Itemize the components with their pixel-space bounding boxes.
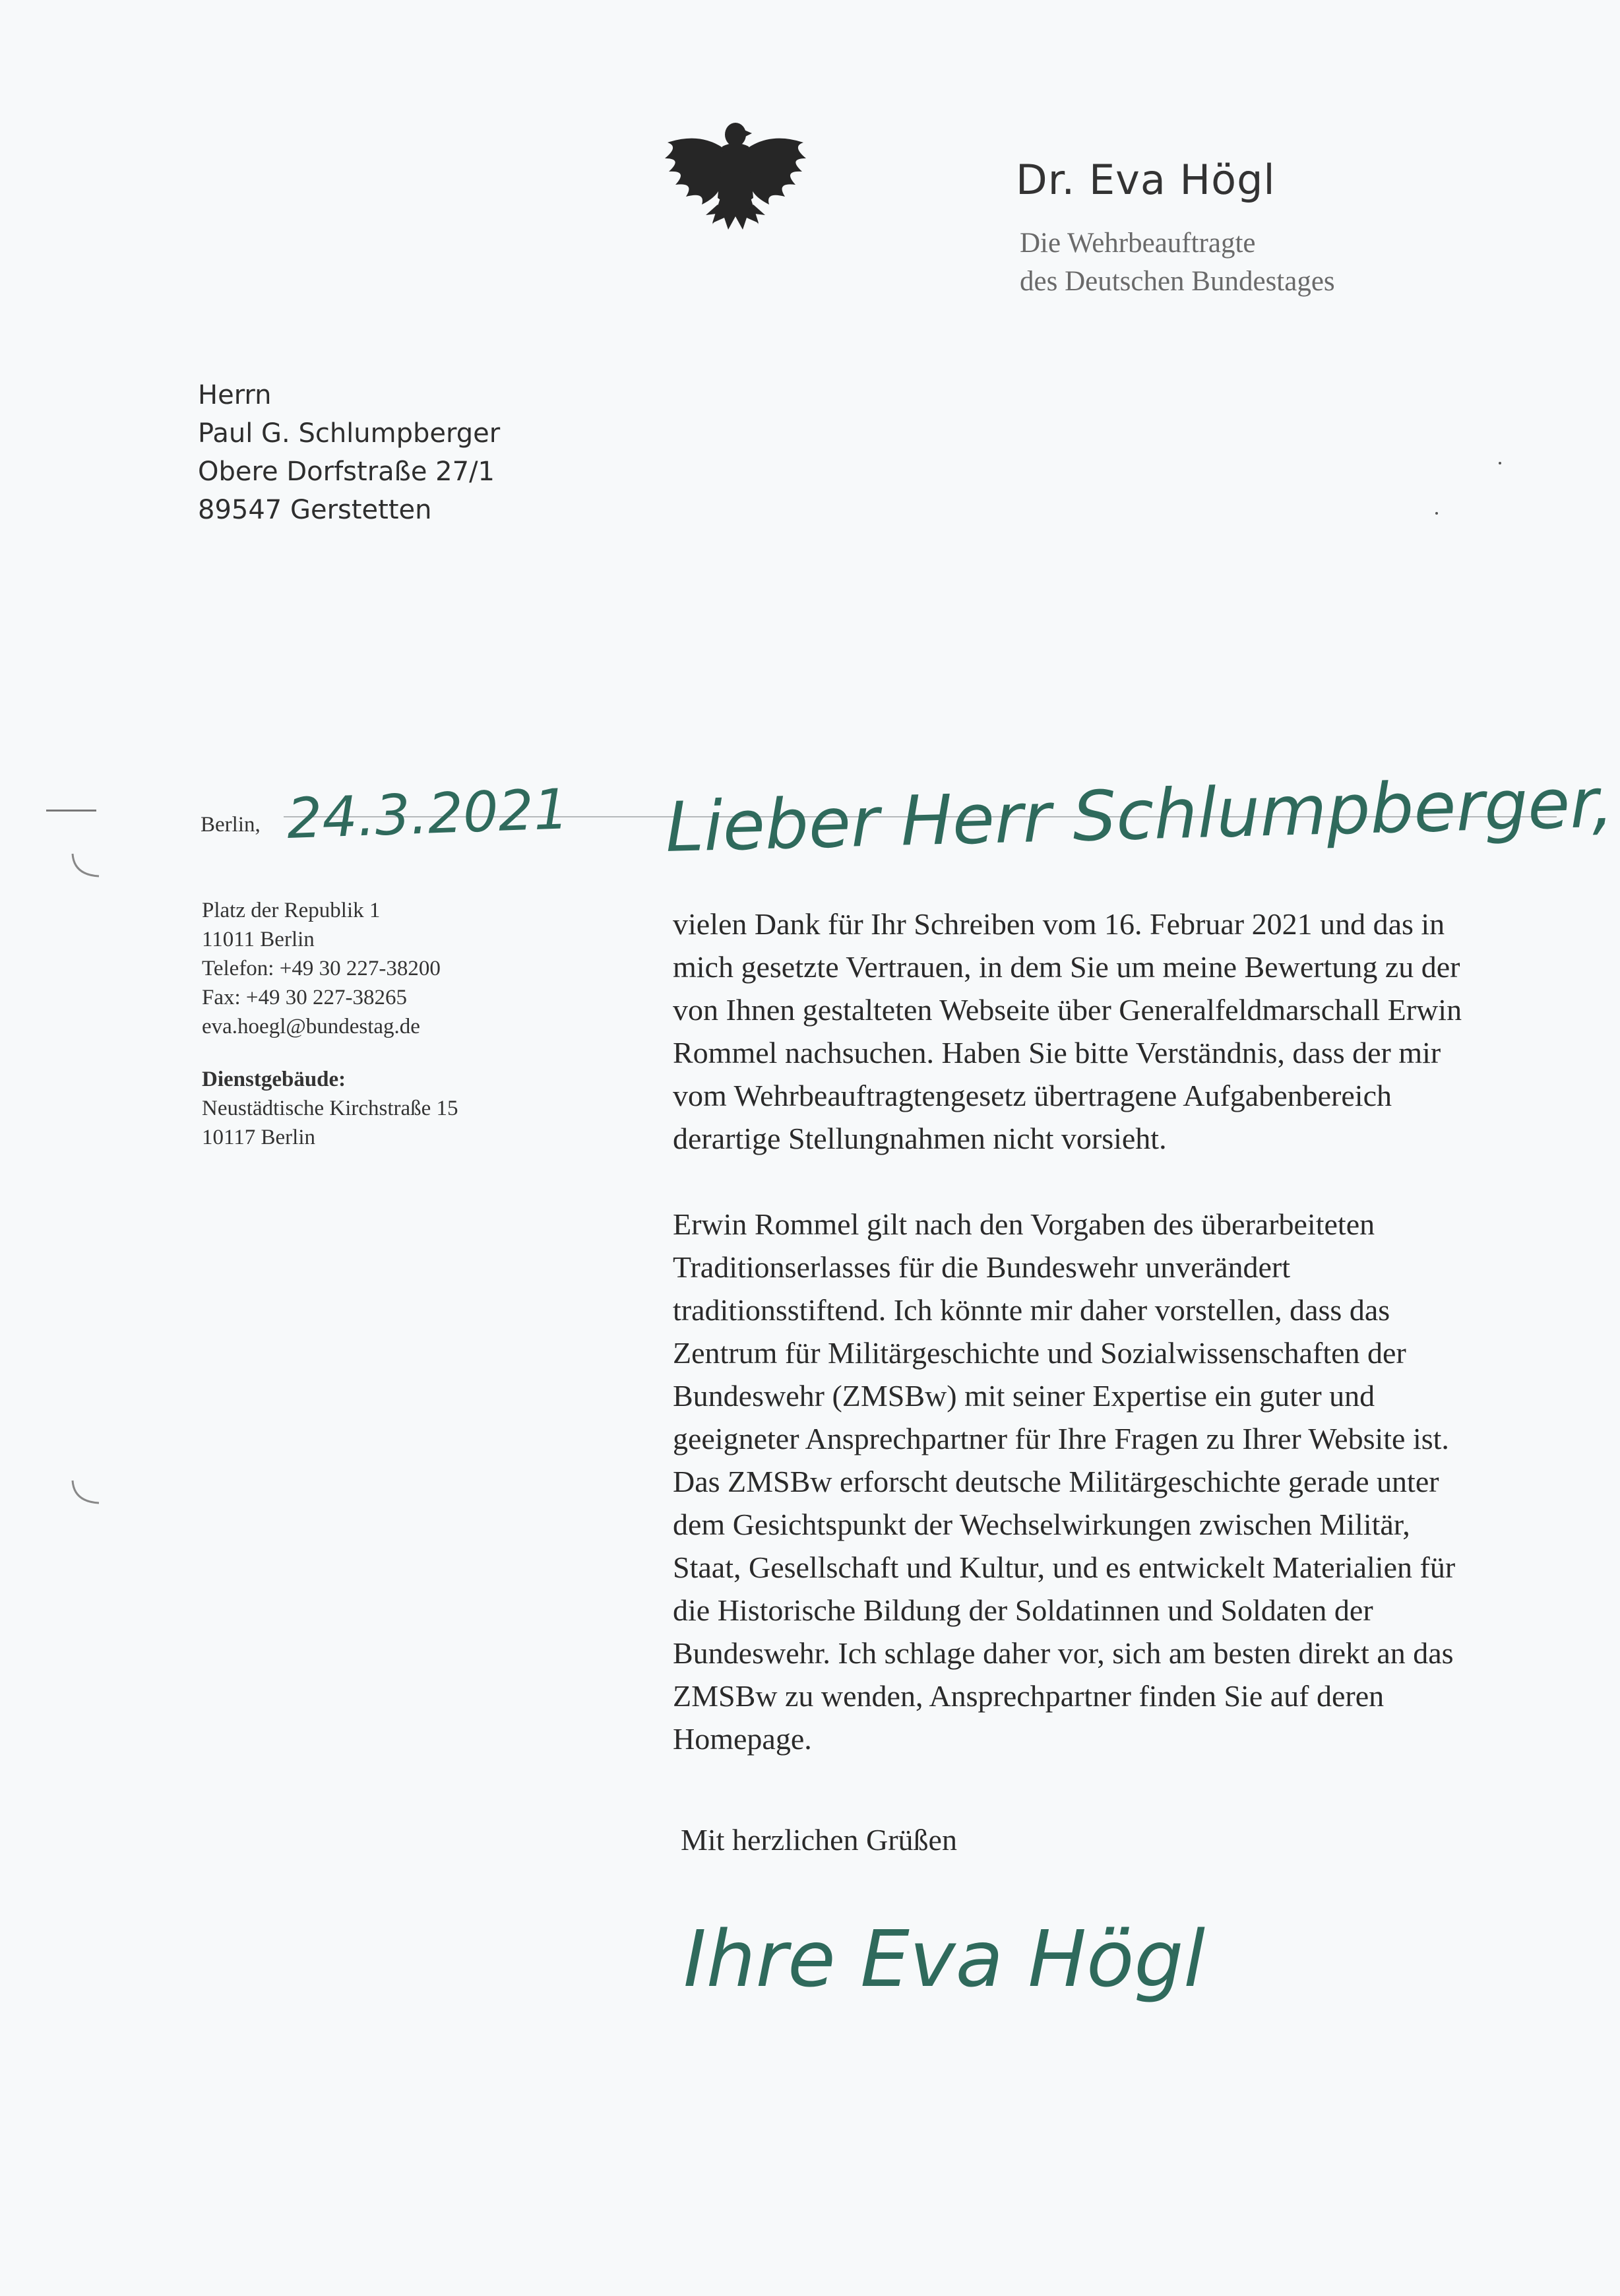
body-line: derartige Stellungnahmen nicht vorsieht. <box>673 1122 1167 1155</box>
recipient-line: Herrn <box>198 380 272 410</box>
body-line: ZMSBw zu wenden, Ansprechpartner finden Sie auf deren <box>673 1679 1385 1713</box>
federal-eagle-icon <box>660 106 811 238</box>
date-rule <box>284 816 1557 817</box>
body-line: von Ihnen gestalteten Webseite über Generalfeldmarschall Erwin <box>673 993 1462 1027</box>
body-line: geeigneter Ansprechpartner für Ihre Fragen zu Ihrer Website ist. <box>673 1422 1449 1455</box>
body-line: vielen Dank für Ihr Schreiben vom 16. Februar 2021 und das in <box>673 907 1445 941</box>
recipient-address <box>198 376 500 529</box>
body-line: Rommel nachsuchen. Haben Sie bitte Verständnis, dass der mir <box>673 1036 1441 1069</box>
building-line: 10117 Berlin <box>202 1126 316 1149</box>
body-line: Bundeswehr. Ich schlage daher vor, sich am besten direkt an das <box>673 1636 1454 1670</box>
building-line: Neustädtische Kirchstraße 15 <box>202 1097 458 1120</box>
punch-mark <box>69 1478 108 1511</box>
sender-office-line: des Deutschen Bundestages <box>1020 266 1335 297</box>
punch-mark <box>69 851 108 884</box>
contact-fax: Fax: +49 30 227-38265 <box>202 986 408 1009</box>
building-heading: Dienstgebäude: <box>202 1068 346 1091</box>
paper-speck <box>1435 512 1438 515</box>
contact-block <box>202 896 458 1152</box>
body-line: Staat, Gesellschaft und Kultur, und es entwickelt Materialien für <box>673 1550 1456 1584</box>
body-line: mich gesetzte Vertrauen, in dem Sie um meine Bewertung zu der <box>673 950 1460 984</box>
body-line: Zentrum für Militärgeschichte und Sozialwissenschaften der <box>673 1336 1406 1370</box>
handwritten-signature: Ihre Eva Högl <box>683 1913 1206 2004</box>
contact-email: eva.hoegl@bundestag.de <box>202 1015 420 1038</box>
contact-line: Platz der Republik 1 <box>202 899 381 922</box>
body-line: dem Gesichtspunkt der Wechselwirkungen zwischen Militär, <box>673 1508 1410 1541</box>
closing: Mit herzlichen Grüßen <box>681 1823 957 1857</box>
body-line: vom Wehrbeauftragtengesetz übertragene Aufgabenbereich <box>673 1079 1392 1112</box>
sender-office-line: Die Wehrbeauftragte <box>1020 228 1256 259</box>
contact-phone: Telefon: +49 30 227-38200 <box>202 957 441 980</box>
body-line: Homepage. <box>673 1722 812 1756</box>
recipient-line: 89547 Gerstetten <box>198 495 432 525</box>
sender-name: Dr. Eva Högl <box>1016 156 1276 204</box>
handwritten-date: 24.3.2021 <box>286 777 570 851</box>
recipient-line: Paul G. Schlumpberger <box>198 418 501 449</box>
fold-mark <box>46 810 96 812</box>
body-line: Erwin Rommel gilt nach den Vorgaben des überarbeiteten <box>673 1207 1375 1241</box>
contact-line: 11011 Berlin <box>202 928 315 951</box>
sender-office <box>1020 224 1335 301</box>
handwritten-salutation: Lieber Herr Schlumpberger, <box>664 762 1615 868</box>
recipient-line: Obere Dorfstraße 27/1 <box>198 457 495 487</box>
body-line: traditionsstiftend. Ich könnte mir daher vorstellen, dass das <box>673 1293 1390 1327</box>
body-line: die Historische Bildung der Soldatinnen und Soldaten der <box>673 1593 1373 1627</box>
body-line: Traditionserlasses für die Bundeswehr unverändert <box>673 1250 1290 1284</box>
body-line: Bundeswehr (ZMSBw) mit seiner Expertise ein guter und <box>673 1379 1375 1413</box>
body-line: Das ZMSBw erforscht deutsche Militärgeschichte gerade unter <box>673 1465 1439 1498</box>
paper-speck <box>1499 462 1501 464</box>
letter-body <box>673 903 1583 1760</box>
date-place: Berlin, <box>201 813 261 837</box>
